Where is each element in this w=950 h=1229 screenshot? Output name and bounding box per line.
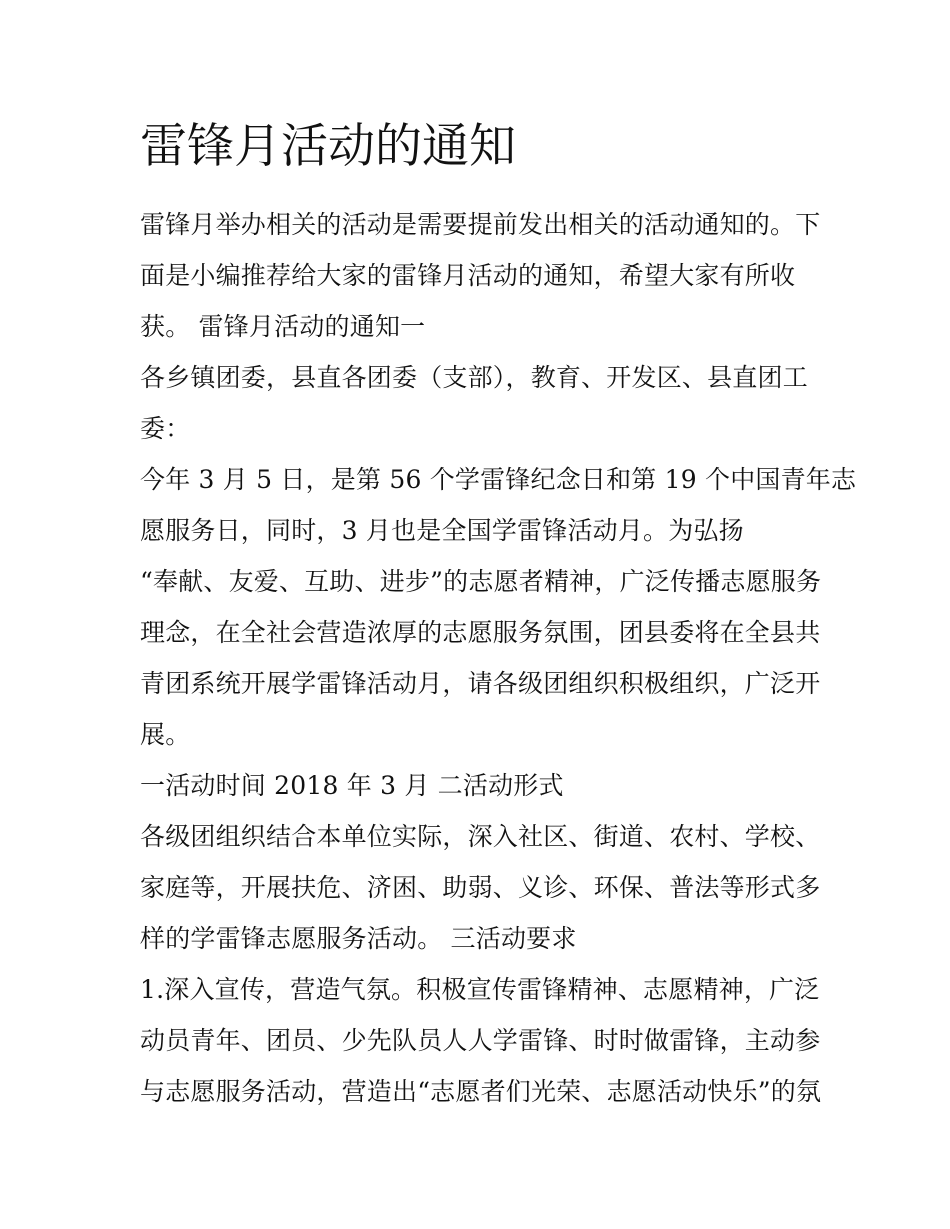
body-line: 与志愿服务活动，营造出“志愿者们光荣、志愿活动快乐”的氛 <box>140 1077 822 1106</box>
body-line: 愿服务日，同时，3 月也是全国学雷锋活动月。为弘扬 <box>140 516 744 545</box>
body-line: 今年 3 月 5 日，是第 56 个学雷锋纪念日和第 19 个中国青年志 <box>140 465 857 494</box>
body-line: 动员青年、团员、少先队员人人学雷锋、时时做雷锋，主动参 <box>140 1026 821 1055</box>
body-line: 理念，在全社会营造浓厚的志愿服务氛围，团县委将在全县共 <box>140 618 821 647</box>
body-line: 家庭等，开展扶危、济困、助弱、义诊、环保、普法等形式多 <box>140 873 821 902</box>
body-line: 样的学雷锋志愿服务活动。 三活动要求 <box>140 924 577 953</box>
body-line: 各级团组织结合本单位实际，深入社区、街道、农村、学校、 <box>140 822 821 851</box>
body-line: 雷锋月举办相关的活动是需要提前发出相关的活动通知的。下 <box>140 210 821 239</box>
document-title: 雷锋月活动的通知 <box>140 119 516 174</box>
document-body <box>140 199 857 1117</box>
body-line: 各乡镇团委，县直各团委（支部），教育、开发区、县直团工 <box>140 363 808 392</box>
body-line: 委： <box>140 414 191 443</box>
body-line: 展。 <box>140 720 191 749</box>
body-line: 青团系统开展学雷锋活动月，请各级团组织积极组织，广泛开 <box>140 669 821 698</box>
body-line: 1.深入宣传，营造气氛。积极宣传雷锋精神、志愿精神，广泛 <box>140 975 820 1004</box>
body-line: 获。 雷锋月活动的通知一 <box>140 312 426 341</box>
body-line: 面是小编推荐给大家的雷锋月活动的通知，希望大家有所收 <box>140 261 796 290</box>
body-line: 一活动时间 2018 年 3 月 二活动形式 <box>140 771 564 800</box>
body-line: “奉献、友爱、互助、进步”的志愿者精神，广泛传播志愿服务 <box>140 567 822 596</box>
